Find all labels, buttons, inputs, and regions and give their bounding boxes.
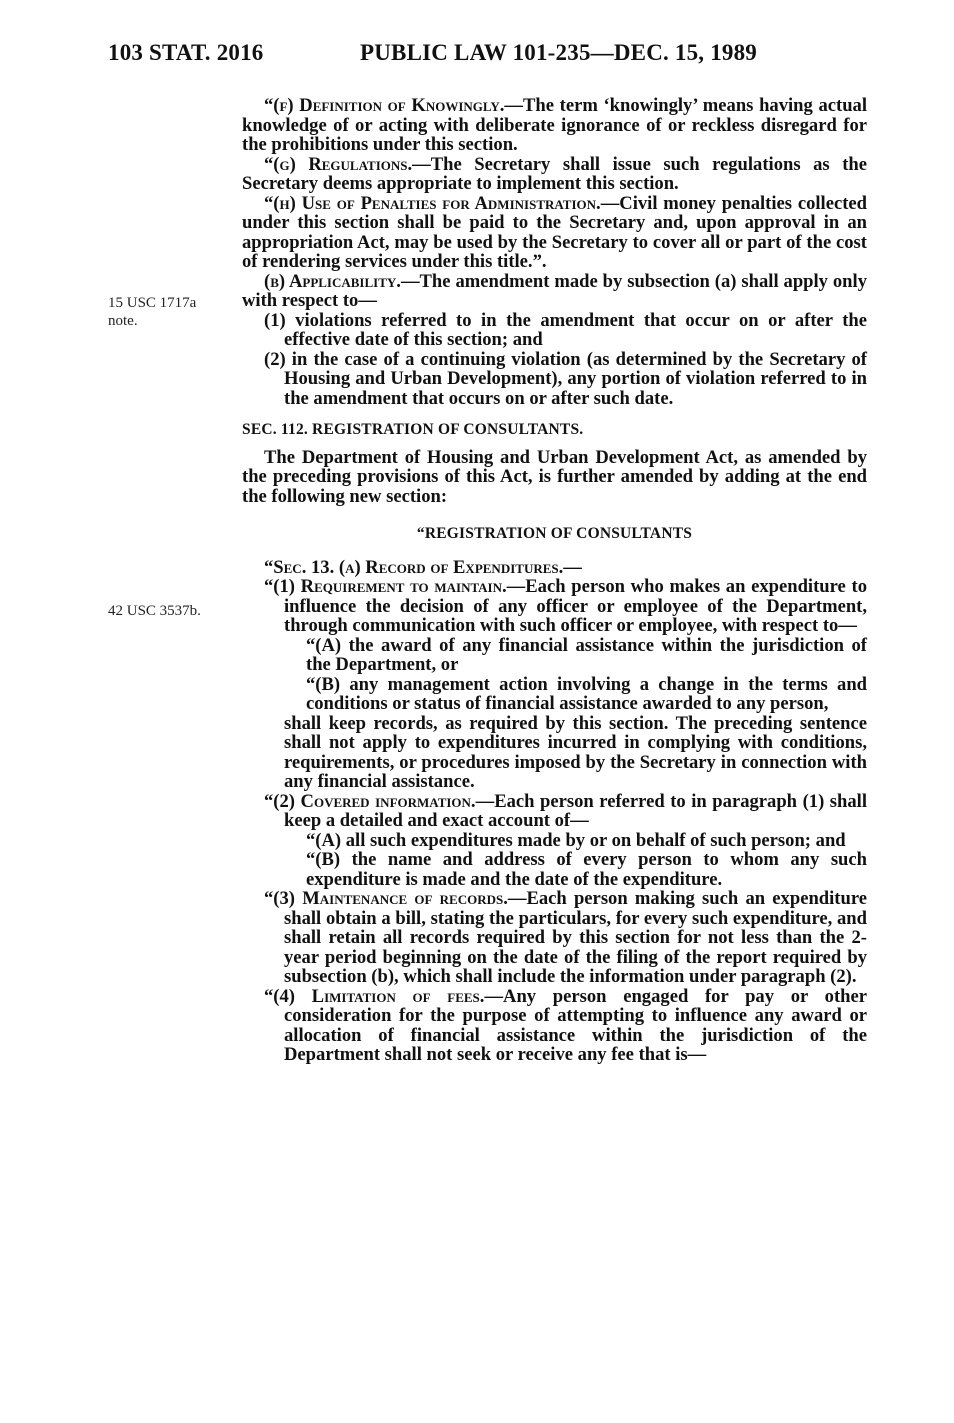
- paragraph-text: —Each person making such an expenditure shall obtain a bill, stating the particulars, for every such expenditure, and shall retain all records required by this section for not less than the 2-year period beginning on the date of the filing of the report required by subsection (b), which shall include the information under paragraph (2).: [284, 888, 868, 987]
- paragraph-3: [242, 889, 867, 987]
- paragraph-heading: “(4) Limitation of fees.: [264, 985, 485, 1007]
- paragraph-b2: (2) in the case of a continuing violation (as determined by the Secretary of Housing and Urban Development), any portion of violation referred to in the amendment that occurs on or after such date.: [264, 348, 867, 409]
- clause-1B: “(B) any management action involving a change in the terms and conditions or status of financial assistance awarded to any person,: [306, 673, 867, 714]
- clause-2A: “(A) all such expenditures made by or on behalf of such person; and: [306, 829, 846, 851]
- margin-note-line: note.: [108, 313, 138, 329]
- paragraph-text: —Each person referred to in paragraph (1) shall keep a detailed and exact account of—: [284, 790, 868, 831]
- paragraph-4: [242, 987, 867, 1065]
- subsection-f: [242, 96, 867, 155]
- subsection-g: [242, 155, 867, 194]
- subsection-b-applicability: [242, 272, 867, 311]
- margin-note-usc-3537b: 42 USC 3537b.: [108, 603, 201, 619]
- subsection-text: —The amendment made by subsection (a) shall apply only with respect to—: [242, 270, 867, 311]
- page-header: [108, 40, 854, 70]
- page-citation: 103 STAT. 2016: [108, 40, 264, 65]
- subsection-heading: “Sec. 13. (a) Record of Expenditures.: [264, 556, 564, 578]
- clause-2B: “(B) the name and address of every person to whom any such expenditure is made and the date of the expenditure.: [306, 849, 867, 890]
- document-body: [242, 96, 867, 1065]
- subsection-heading: “(h) Use of Penalties for Administration.: [264, 192, 601, 214]
- margin-note-usc-1717a: [108, 294, 228, 330]
- paragraph-heading: “(2) Covered information.: [264, 790, 476, 812]
- section-13a-heading: [242, 558, 867, 578]
- paragraph-1: [242, 577, 867, 636]
- public-law-title: PUBLIC LAW 101-235—DEC. 15, 1989: [360, 40, 758, 65]
- subsection-text: —The Secretary shall issue such regulations as the Secretary deems appropriate to implement this section.: [242, 153, 867, 194]
- subsection-heading: “(f) Definition of Knowingly.: [264, 95, 505, 116]
- subsection-text: —The term ‘knowingly’ means having actual knowledge of or acting with deliberate ignorance of or reckless disregard for the prohibitions under this section.: [242, 95, 867, 155]
- paragraph-text: —Any person engaged for pay or other consideration for the purpose of attempting to influence any award or allocation of financial assistance within the jurisdiction of the Department shall not seek or receive any fee that is—: [284, 985, 867, 1065]
- subsection-heading: (b) Applicability.: [264, 270, 401, 292]
- paragraph-1-tail: shall keep records, as required by this section. The preceding sentence shall not apply to expenditures incurred in complying with conditions, requirements, or procedures imposed by the Secretary in connection with any financial assistance.: [284, 712, 867, 792]
- section-112-heading: SEC. 112. REGISTRATION OF CONSULTANTS.: [242, 421, 584, 438]
- paragraph-heading: “(3) Maintenance of records.: [264, 888, 508, 909]
- clause-1A: “(A) the award of any financial assistance within the jurisdiction of the Department, or: [306, 634, 867, 675]
- paragraph-2: [242, 792, 867, 831]
- paragraph-text: —Each person who makes an expenditure to influence the decision of any officer or employee of the Department, through communication with such officer or employee, with respect to—: [284, 576, 867, 636]
- heading-dash: —: [563, 556, 582, 578]
- subsection-text: —Civil money penalties collected under this section shall be paid to the Secretary and, upon approval in an appropriation Act, may be used by the Secretary to cover all or part of the cost of rendering services under this title.”.: [242, 192, 867, 272]
- paragraph-heading: “(1) Requirement to maintain.: [264, 576, 507, 597]
- subsection-h: [242, 194, 867, 272]
- registration-heading: “REGISTRATION OF CONSULTANTS: [416, 525, 693, 542]
- margin-note-line: 15 USC 1717a: [108, 295, 197, 311]
- paragraph-b1: (1) violations referred to in the amendment that occur on or after the effective date of this section; and: [264, 309, 867, 350]
- section-112-text: The Department of Housing and Urban Development Act, as amended by the preceding provisions of this Act, is further amended by adding at the end the following new section:: [242, 446, 867, 507]
- subsection-heading: “(g) Regulations.: [264, 153, 413, 175]
